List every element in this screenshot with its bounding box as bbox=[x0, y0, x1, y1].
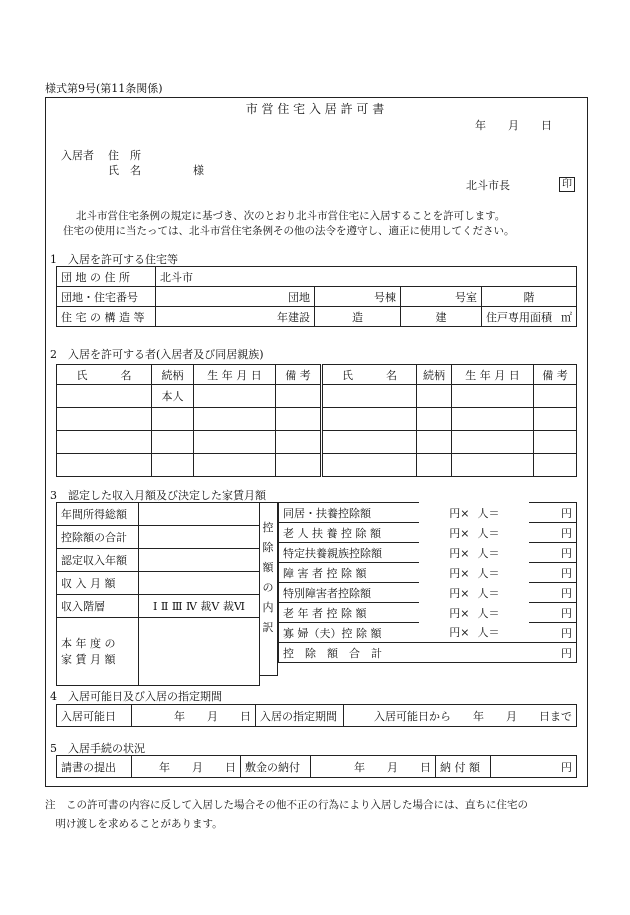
column-header: 続柄 bbox=[417, 365, 452, 385]
table-row bbox=[57, 595, 260, 618]
form-number: 様式第9号(第11条関係) bbox=[45, 82, 163, 95]
persons-eq: 人＝ bbox=[477, 546, 500, 560]
yen: 円 bbox=[529, 603, 577, 623]
note-line-1: 注 この許可書の内容に反して入居した場合その他不正の行為により入居した場合には、直ちに住宅の bbox=[45, 799, 528, 811]
table-row bbox=[57, 756, 577, 778]
table-row bbox=[57, 503, 260, 526]
structure-cell: 造 bbox=[315, 307, 401, 327]
deduction-label: 寡 婦（夫）控 除 額 bbox=[279, 623, 419, 643]
table-row bbox=[279, 523, 577, 543]
table-row bbox=[279, 603, 577, 623]
table-row bbox=[57, 618, 260, 686]
income-table bbox=[56, 502, 260, 686]
tier-label: 収入階層 bbox=[57, 595, 139, 618]
body-line-1: 北斗市営住宅条例の規定に基づき、次のとおり北斗市営住宅に入居することを許可します。 bbox=[76, 210, 506, 222]
persons-eq: 人＝ bbox=[477, 526, 500, 540]
deduction-label: 特別障害者控除額 bbox=[279, 583, 419, 603]
honorific: 様 bbox=[193, 164, 204, 177]
built-year-cell: 年建設 bbox=[156, 307, 315, 327]
column-header: 氏 名 bbox=[57, 365, 152, 385]
period-value: 入居可能日から 年 月 日まで bbox=[344, 705, 577, 727]
deduction-label: 障 害 者 控 除 額 bbox=[279, 563, 419, 583]
housing-number-label: 団地・住宅番号 bbox=[57, 287, 156, 307]
bldg-cell: 号棟 bbox=[315, 287, 401, 307]
deduction-label: 老 人 扶 養 控 除 額 bbox=[279, 523, 419, 543]
yen-times: 円× bbox=[449, 566, 470, 580]
yen: 円 bbox=[529, 583, 577, 603]
pledge-label: 請書の提出 bbox=[57, 756, 132, 778]
column-header: 生 年 月 日 bbox=[452, 365, 534, 385]
column-header: 続柄 bbox=[152, 365, 194, 385]
table-row bbox=[57, 307, 577, 327]
persons-eq: 人＝ bbox=[477, 606, 500, 620]
address-label: 住 所 bbox=[108, 149, 141, 162]
yen-times: 円× bbox=[449, 506, 470, 520]
yen: 円 bbox=[529, 623, 577, 643]
housing-table bbox=[56, 266, 577, 327]
floor-cell: 階 bbox=[482, 287, 577, 307]
table-row bbox=[57, 365, 577, 385]
note-line-2: 明け渡しを求めることがあります。 bbox=[45, 818, 223, 830]
complex-address-value: 北斗市 bbox=[156, 267, 577, 287]
yen: 円 bbox=[529, 643, 577, 663]
issue-date: 年 月 日 bbox=[475, 119, 552, 132]
table-row bbox=[279, 643, 577, 663]
deduction-label: 特定扶養親族控除額 bbox=[279, 543, 419, 563]
table-row bbox=[279, 563, 577, 583]
deduction-total-label: 控 除 額 合 計 bbox=[279, 643, 529, 663]
yen-times: 円× bbox=[449, 586, 470, 600]
persons-eq: 人＝ bbox=[477, 566, 500, 580]
available-date-value: 年 月 日 bbox=[132, 705, 256, 727]
danchi-cell: 団地 bbox=[156, 287, 315, 307]
table-row bbox=[57, 549, 260, 572]
area-unit: ㎡ bbox=[561, 310, 573, 324]
table-row bbox=[57, 572, 260, 595]
yen-times: 円× bbox=[449, 626, 470, 640]
section-3-heading: 3 認定した収入月額及び決定した家賃月額 bbox=[50, 489, 266, 502]
yen: 円 bbox=[529, 543, 577, 563]
persons-eq: 人＝ bbox=[477, 586, 500, 600]
deposit-label: 敷金の納付 bbox=[241, 756, 311, 778]
section-5-heading: 5 入居手続の状況 bbox=[50, 742, 145, 755]
period-label: 入居の指定期間 bbox=[256, 705, 344, 727]
table-row bbox=[57, 408, 577, 431]
yen-times: 円× bbox=[449, 606, 470, 620]
table-row bbox=[279, 623, 577, 643]
yen: 円 bbox=[529, 563, 577, 583]
table-row bbox=[57, 385, 577, 408]
persons-eq: 人＝ bbox=[477, 506, 500, 520]
deduction-vertical-label: 控除額の内訳 bbox=[262, 521, 274, 634]
income-label: 収 入 月 額 bbox=[57, 572, 139, 595]
seal-mark: 印 bbox=[559, 177, 575, 192]
table-row bbox=[57, 454, 577, 477]
rent-label-line: 本 年 度 の bbox=[61, 636, 116, 650]
area-label: 住戸専用面積 bbox=[486, 310, 552, 324]
yen-times: 円× bbox=[449, 526, 470, 540]
deposit-date: 年 月 日 bbox=[311, 756, 436, 778]
table-row bbox=[57, 705, 577, 727]
room-cell: 号室 bbox=[401, 287, 482, 307]
section-2-heading: 2 入居を許可する者(入居者及び同居親族) bbox=[50, 348, 264, 361]
occupants-table bbox=[56, 364, 577, 477]
rent-label bbox=[57, 618, 139, 686]
deduction-label: 同居・扶養控除額 bbox=[279, 503, 419, 523]
section-1-heading: 1 入居を許可する住宅等 bbox=[50, 253, 178, 266]
yen-times: 円× bbox=[449, 546, 470, 560]
addressee-label: 入居者 bbox=[61, 149, 94, 162]
rent-label-line: 家 賃 月 額 bbox=[61, 652, 116, 666]
table-row bbox=[279, 503, 577, 523]
column-header: 生 年 月 日 bbox=[194, 365, 276, 385]
deductions-table bbox=[278, 502, 577, 663]
tier-values: Ⅰ Ⅱ Ⅲ Ⅳ 裁Ⅴ 裁Ⅵ bbox=[139, 595, 260, 618]
storeys-cell: 建 bbox=[401, 307, 482, 327]
income-label: 控除額の合計 bbox=[57, 526, 139, 549]
self-relation: 本人 bbox=[152, 385, 194, 408]
form-title: 市 営 住 宅 入 居 許 可 書 bbox=[245, 102, 385, 116]
table-row bbox=[57, 287, 577, 307]
column-header: 備 考 bbox=[534, 365, 577, 385]
pledge-date: 年 月 日 bbox=[132, 756, 241, 778]
table-row bbox=[279, 543, 577, 563]
area-cell bbox=[482, 307, 577, 327]
yen: 円 bbox=[529, 523, 577, 543]
persons-eq: 人＝ bbox=[477, 626, 500, 640]
body-line-2: 住宅の使用に当たっては、北斗市営住宅条例その他の法令を遵守し、適正に使用してください。 bbox=[63, 225, 515, 237]
complex-address-label: 団 地 の 住 所 bbox=[57, 267, 156, 287]
table-row bbox=[57, 431, 577, 454]
amount-yen: 円 bbox=[491, 756, 577, 778]
section-4-heading: 4 入居可能日及び入居の指定期間 bbox=[50, 690, 222, 703]
table-row bbox=[279, 583, 577, 603]
available-date-label: 入居可能日 bbox=[57, 705, 132, 727]
issuer: 北斗市長 bbox=[466, 179, 510, 192]
table-row bbox=[57, 526, 260, 549]
amount-label: 納 付 額 bbox=[436, 756, 491, 778]
yen: 円 bbox=[529, 503, 577, 523]
procedure-table bbox=[56, 755, 577, 778]
deduction-label: 老 年 者 控 除 額 bbox=[279, 603, 419, 623]
income-label: 認定収入年額 bbox=[57, 549, 139, 572]
column-header: 氏 名 bbox=[322, 365, 417, 385]
income-label: 年間所得総額 bbox=[57, 503, 139, 526]
column-header: 備 考 bbox=[276, 365, 322, 385]
period-table bbox=[56, 704, 577, 727]
name-label: 氏 名 bbox=[108, 164, 141, 177]
table-row bbox=[57, 267, 577, 287]
structure-label: 住 宅 の 構 造 等 bbox=[57, 307, 156, 327]
